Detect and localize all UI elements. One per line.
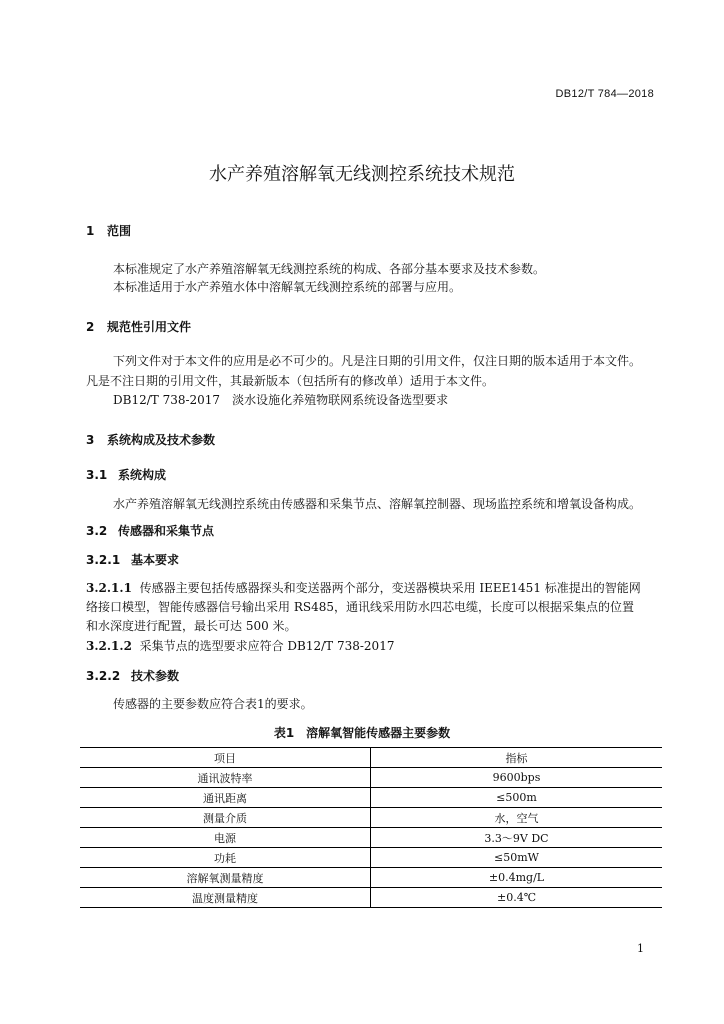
clause-3-2-1-1-line-3: 和水深度进行配置，最长可达 500 米。 [86,619,297,633]
section-1-paragraph-1: 本标准规定了水产养殖溶解氧无线测控系统的构成、各部分基本要求及技术参数。 [113,262,546,276]
table-cell-value: ≤50mW [371,848,663,868]
section-3-2-1-heading [86,551,179,568]
clause-3-2-1-2-number: 3.2.1.2 [86,639,132,653]
clause-3-2-1-2-text: 采集节点的选型要求应符合 DB12/T 738-2017 [139,639,395,653]
section-3-heading [86,431,215,448]
section-3-2-2-number: 3.2.2 [86,669,121,683]
table-row [80,768,662,788]
clause-3-2-1-1-text-1: 传感器主要包括传感器探头和变送器两个部分，变送器模块采用 IEEE1451 标准提出的智能网 [139,581,641,595]
section-2-paragraph-line-1: 下列文件对于本文件的应用是必不可少的。凡是注日期的引用文件，仅注日期的版本适用于本文件。 [113,354,642,368]
clause-3-2-1-1-line-2: 络接口模型，智能传感器信号输出采用 RS485，通讯线采用防水四芯电缆，长度可以根据采集点的位置 [86,600,634,614]
table-cell-value: 9600bps [371,768,663,788]
section-2-paragraph-line-2: 凡是不注日期的引用文件，其最新版本（包括所有的修改单）适用于本文件。 [86,374,495,388]
table-cell-value: 水，空气 [371,808,663,828]
table-caption: 表1 溶解氧智能传感器主要参数 [273,726,451,740]
table-cell-item: 电源 [80,828,371,848]
clause-3-2-1-1-line-1 [86,579,641,596]
table-row [80,788,662,808]
document-title: 水产养殖溶解氧无线测控系统技术规范 [209,164,515,185]
table-cell-value: ±0.4℃ [371,888,663,908]
section-3-2-2-paragraph: 传感器的主要参数应符合表1的要求。 [113,697,313,711]
section-3-2-2-title: 技术参数 [131,669,180,683]
standard-code: DB12/T 784—2018 [555,88,654,100]
section-1-heading [86,222,131,239]
table-header-value: 指标 [371,748,663,768]
table-cell-item: 功耗 [80,848,371,868]
section-3-number: 3 [86,433,95,447]
section-3-1-heading [86,466,166,483]
section-3-1-paragraph: 水产养殖溶解氧无线测控系统由传感器和采集节点、溶解氧控制器、现场监控系统和增氧设备构成。 [113,497,642,511]
section-3-2-1-number: 3.2.1 [86,553,121,567]
section-2-title: 规范性引用文件 [107,320,192,334]
table-cell-item: 通讯距离 [80,788,371,808]
section-1-paragraph-2: 本标准适用于水产养殖水体中溶解氧无线测控系统的部署与应用。 [113,280,462,294]
table-row [80,808,662,828]
section-3-2-number: 3.2 [86,524,108,538]
table-cell-item: 溶解氧测量精度 [80,868,371,888]
table-row [80,868,662,888]
section-3-1-title: 系统构成 [118,468,167,482]
table-row [80,828,662,848]
section-3-2-2-heading [86,667,179,684]
table-cell-item: 温度测量精度 [80,888,371,908]
table-cell-value: 3.3～9V DC [371,828,663,848]
table-cell-value: ±0.4mg/L [371,868,663,888]
section-3-1-number: 3.1 [86,468,108,482]
table-cell-item: 通讯波特率 [80,768,371,788]
section-1-title: 范围 [107,224,132,238]
section-3-2-heading [86,522,214,539]
table-cell-value: ≤500m [371,788,663,808]
normative-reference: DB12/T 738-2017 淡水设施化养殖物联网系统设备选型要求 [113,393,449,407]
clause-3-2-1-1-number: 3.2.1.1 [86,581,132,595]
section-2-heading [86,318,191,335]
section-3-2-title: 传感器和采集节点 [118,524,215,538]
table-row [80,848,662,868]
section-1-number: 1 [86,224,95,238]
table-header-item: 项目 [80,748,371,768]
section-3-title: 系统构成及技术参数 [107,433,216,447]
table-row [80,888,662,908]
clause-3-2-1-2 [86,637,394,654]
page-number: 1 [637,942,644,955]
table-cell-item: 测量介质 [80,808,371,828]
table-header-row [80,748,662,768]
section-3-2-1-title: 基本要求 [131,553,180,567]
section-2-number: 2 [86,320,95,334]
parameters-table [80,747,662,908]
